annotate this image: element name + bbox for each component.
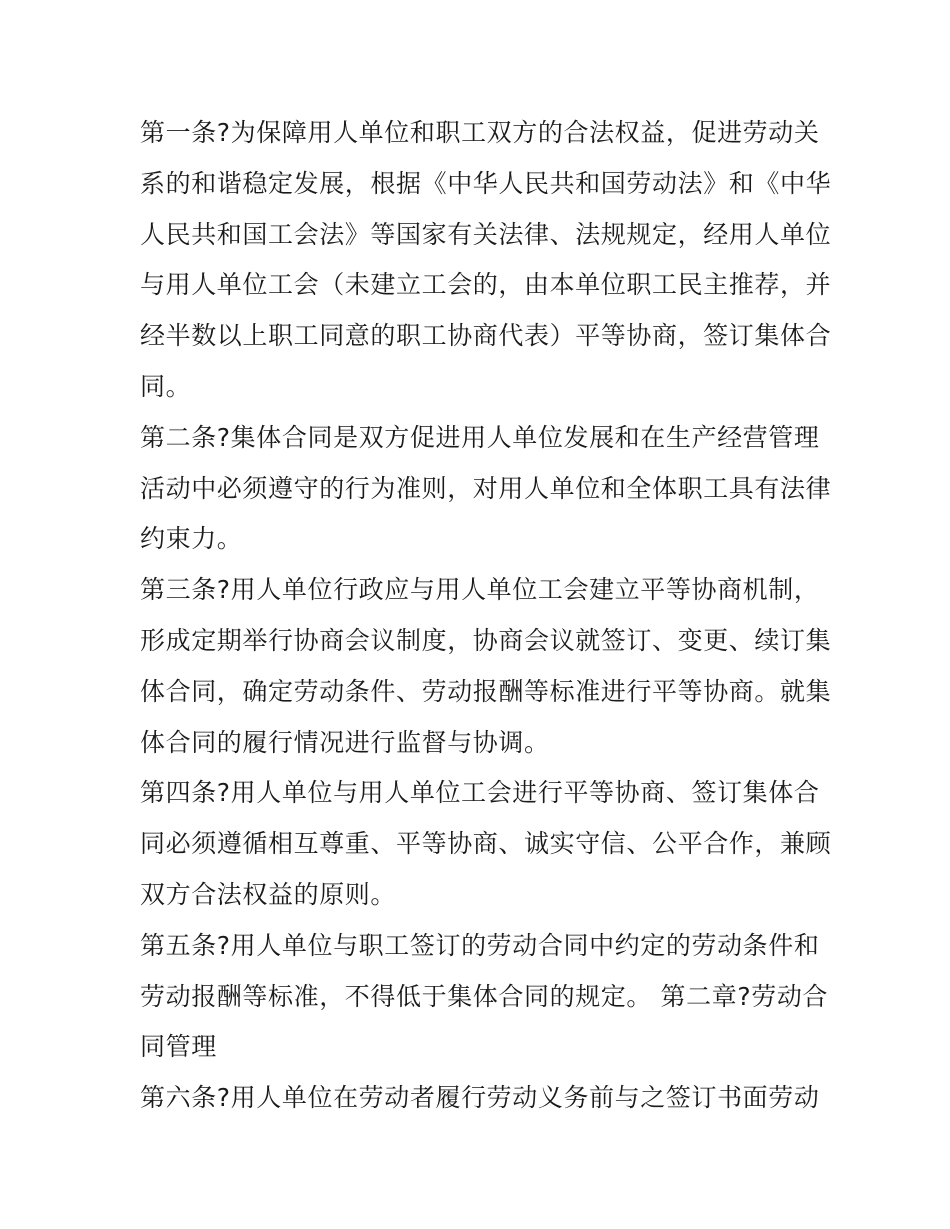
text-line: 体合同，确定劳动条件、劳动报酬等标准进行平等协商。就集 — [140, 676, 832, 706]
text-line: 第五条?用人单位与职工签订的劳动合同中约定的劳动条件和 — [140, 930, 820, 960]
text-line: 经半数以上职工同意的职工协商代表）平等协商，签订集体合 — [140, 321, 832, 351]
text-line: 系的和谐稳定发展，根据《中华人民共和国劳动法》和《中华 — [140, 168, 832, 198]
article-4-paragraph — [140, 768, 832, 920]
text-line: 体合同的履行情况进行监督与协调。 — [140, 727, 550, 757]
text-line: 第一条?为保障用人单位和职工双方的合法权益，促进劳动关 — [140, 118, 820, 147]
text-line: 约束力。 — [140, 524, 243, 554]
text-line: 第二条?集体合同是双方促进用人单位发展和在生产经营管理 — [140, 422, 820, 452]
article-6-paragraph — [140, 1073, 820, 1124]
text-line: 活动中必须遵守的行为准则，对用人单位和全体职工具有法律 — [140, 473, 832, 503]
article-1-paragraph — [140, 108, 832, 413]
text-line: 双方合法权益的原则。 — [140, 879, 397, 909]
text-line: 同必须遵循相互尊重、平等协商、诚实守信、公平合作，兼顾 — [140, 829, 832, 859]
text-line: 与用人单位工会（未建立工会的，由本单位职工民主推荐，并 — [140, 270, 832, 300]
text-line: 劳动报酬等标准，不得低于集体合同的规定。 第二章?劳动合 — [140, 981, 829, 1011]
article-5-paragraph — [140, 921, 829, 1073]
text-line: 形成定期举行协商会议制度，协商会议就签订、变更、续订集 — [140, 625, 832, 655]
text-line: 人民共和国工会法》等国家有关法律、法规规定，经用人单位 — [140, 219, 832, 249]
text-line: 同管理 — [140, 1032, 217, 1062]
article-3-paragraph — [140, 565, 832, 768]
article-2-paragraph — [140, 413, 832, 565]
text-line: 第三条?用人单位行政应与用人单位工会建立平等协商机制， — [140, 575, 820, 605]
document-body — [140, 108, 832, 1124]
text-line: 第六条?用人单位在劳动者履行劳动义务前与之签订书面劳动 — [140, 1083, 820, 1113]
text-line: 同。 — [140, 371, 192, 401]
text-line: 第四条?用人单位与用人单位工会进行平等协商、签订集体合 — [140, 778, 820, 808]
